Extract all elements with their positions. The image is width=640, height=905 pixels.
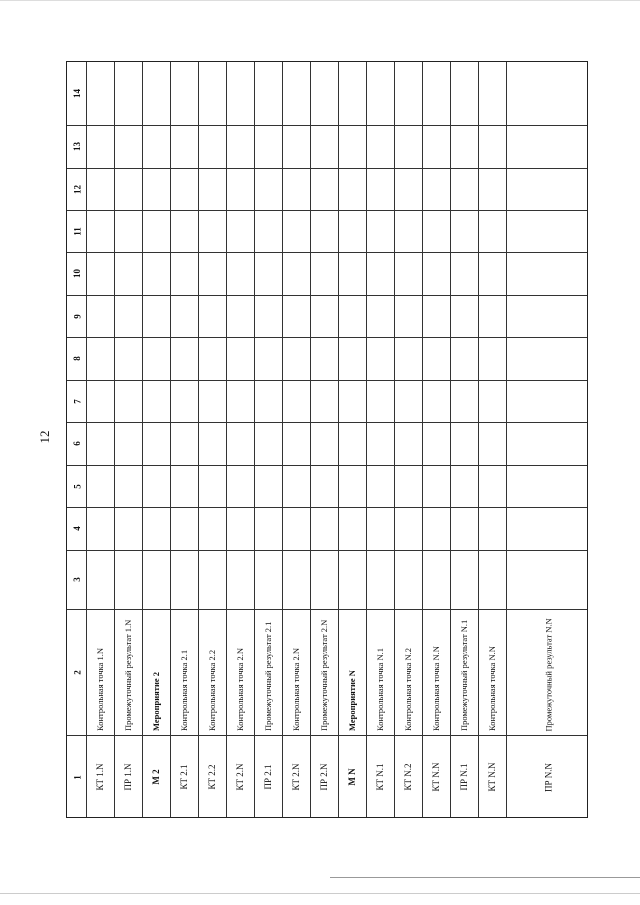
table-header-cell: 6 [71,441,82,446]
table-header-cell: 4 [71,526,82,531]
row-code-cell: ПР 1.N [123,763,133,791]
row-code-cell: КТ 1.N [95,763,105,791]
row-name-cell: Контрольная точка 2.2 [207,649,217,731]
top-edge-rule [0,0,640,1]
table-column-divider [67,422,587,423]
table-column-divider [67,507,587,508]
table-column-divider [67,337,587,338]
plan-table [66,61,588,818]
table-header-cell: 10 [71,269,82,278]
row-name-cell: Промежуточный результат 2.1 [263,621,273,731]
row-name-cell: Контрольная точка N.N [431,646,441,731]
row-code-cell: ПР 2.1 [263,764,273,790]
row-code-cell: ПР N.1 [459,763,469,791]
bottom-edge-rule [0,893,640,894]
bottom-rule [330,877,640,878]
table-column-divider [67,550,587,551]
row-code-cell: М N [347,768,357,786]
row-name-cell: Контрольная точка 2.N [235,647,245,731]
table-header-cell: 3 [71,577,82,582]
row-code-cell: КТ N.N [431,762,441,792]
row-code-cell: КТ N.N [487,762,497,792]
row-name-cell: Мероприятие N [347,670,357,731]
row-code-cell: КТ 2.1 [179,764,189,790]
row-name-cell: Промежуточный результат N.1 [459,619,469,731]
table-header-cell: 13 [71,142,82,151]
row-name-cell: Контрольная точка N.2 [403,647,413,731]
row-code-cell: КТ 2.N [291,763,301,791]
table-header-cell: 14 [71,89,82,98]
table-header-cell: 8 [71,356,82,361]
table-column-divider [67,168,587,169]
row-code-cell: КТ 2.2 [207,764,217,790]
row-code-cell: М 2 [151,769,161,785]
row-name-cell: Контрольная точка N.N [487,646,497,731]
row-name-cell: Контрольная точка 1.N [95,647,105,731]
row-name-cell: Промежуточный результат 2.N [319,619,329,731]
table-header-cell: 1 [71,774,82,780]
table-header-cell: 5 [71,483,82,489]
row-name-cell: Мероприятие 2 [151,671,161,731]
table-column-divider [67,735,587,736]
row-name-cell: Контрольная точка 2.N [291,647,301,731]
table-header-cell: 12 [71,184,82,194]
row-name-cell: Контрольная точка 2.1 [179,649,189,731]
row-code-cell: ПР 2.N [319,763,329,791]
table-header-cell: 2 [71,669,82,675]
table-column-divider [67,252,587,253]
row-code-cell: КТ N.1 [375,763,385,791]
table-column-divider [67,465,587,466]
row-name-cell: Контрольная точка N.1 [375,647,385,731]
row-code-cell: КТ N.2 [403,763,413,791]
table-column-divider [67,380,587,381]
row-code-cell: ПР N.N [542,762,553,792]
row-code-cell: КТ 2.N [235,763,245,791]
row-name-cell: Промежуточный результат N.N [542,617,553,731]
page-number: 12 [37,430,52,444]
table-column-divider [67,125,587,126]
table-header-cell: 9 [71,313,82,319]
table-column-divider [67,210,587,211]
table-header-cell: 11 [71,226,82,236]
row-name-cell: Промежуточный результат 1.N [123,619,133,731]
table-header-cell: 7 [71,398,82,404]
table-column-divider [67,295,587,296]
table-column-divider [67,609,587,610]
